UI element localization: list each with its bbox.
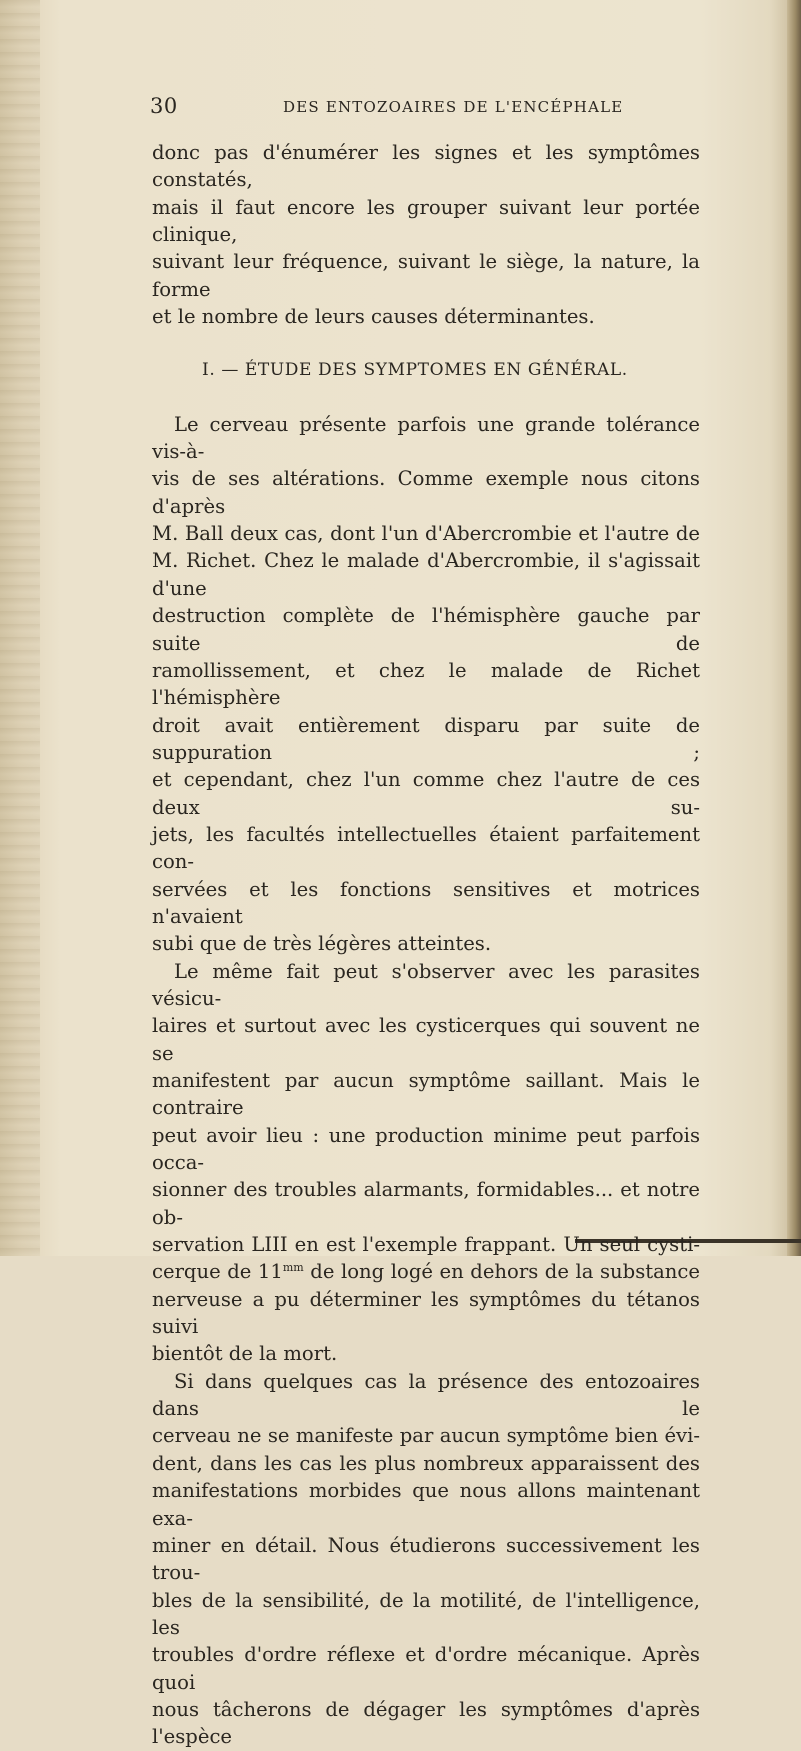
text-line: manifestations morbides que nous allons maintenant exa- xyxy=(152,1479,700,1530)
text-line-measure xyxy=(152,1258,700,1285)
paragraph-2 xyxy=(152,958,700,1368)
text-line: troubles d'ordre réflexe et d'ordre mécanique. Après quoi xyxy=(152,1643,700,1694)
text-line: laires et surtout avec les cysticerques qui souvent ne se xyxy=(152,1014,700,1065)
text-line: peut avoir lieu : une production minime peut parfois occa- xyxy=(152,1123,700,1175)
text-line: M. Richet. Chez le malade d'Abercrombie, il s'agissait d'une xyxy=(152,549,700,600)
page-left-edge xyxy=(0,0,40,1256)
paragraph-intro xyxy=(152,139,700,330)
text-line: nerveuse a pu déterminer les symptômes du tétanos suivi xyxy=(152,1287,700,1339)
measure-unit: mm xyxy=(282,1261,304,1275)
text-line: nous tâcherons de dégager les symptômes d'après l'espèce xyxy=(152,1697,700,1749)
text-line: et le nombre de leurs causes déterminantes. xyxy=(152,305,595,329)
text-line: donc pas d'énumérer les signes et les symptômes constatés, xyxy=(152,141,700,192)
text-line: destruction complète de l'hémisphère gauche par suite de xyxy=(152,604,700,655)
paragraph-1 xyxy=(152,411,700,958)
body-text xyxy=(152,139,700,1751)
text-line: M. Ball deux cas, dont l'un d'Abercrombie et l'autre de xyxy=(152,522,700,546)
text-line: dent, dans les cas les plus nombreux apparaissent des xyxy=(152,1451,700,1475)
page-right-edge xyxy=(787,0,801,1256)
section-title: I. — ÉTUDE DES SYMPTOMES EN GÉNÉRAL. xyxy=(202,360,628,381)
text-line: Le cerveau présente parfois une grande tolérance vis-à- xyxy=(152,412,700,464)
text-line: vis de ses altérations. Comme exemple nous citons d'après xyxy=(152,467,700,518)
text-line: servation LIII en est l'exemple frappant. Un seul cysti- xyxy=(152,1233,700,1257)
text-line: mais il faut encore les grouper suivant leur portée clinique, xyxy=(152,195,700,247)
measure-prefix: cerque de 11 xyxy=(152,1260,283,1284)
text-line: ramollissement, et chez le malade de Richet l'hémisphère xyxy=(152,658,700,710)
text-line: Si dans quelques cas la présence des entozoaires dans le xyxy=(152,1369,700,1421)
paragraph-3 xyxy=(152,1368,700,1751)
text-line: droit avait entièrement disparu par suite de suppuration ; xyxy=(152,713,700,764)
running-head: DES ENTOZOAIRES DE L'ENCÉPHALE xyxy=(283,98,624,116)
text-line: servées et les fonctions sensitives et motrices n'avaient xyxy=(152,877,700,928)
text-line: subi que de très légères atteintes. xyxy=(152,932,492,956)
text-line: miner en détail. Nous étudierons successivement les trou- xyxy=(152,1533,700,1585)
text-line: bientôt de la mort. xyxy=(152,1342,338,1366)
page-header xyxy=(150,94,700,124)
text-line: sionner des troubles alarmants, formidables... et notre ob- xyxy=(152,1178,700,1229)
text-line: cerveau ne se manifeste par aucun symptôme bien évi- xyxy=(152,1424,700,1448)
text-line: manifestent par aucun symptôme saillant. Mais le contraire xyxy=(152,1069,700,1120)
page-number: 30 xyxy=(150,94,178,118)
text-line: et cependant, chez l'un comme chez l'autre de ces deux su- xyxy=(152,768,700,819)
text-line: suivant leur fréquence, suivant le siège, la nature, la forme xyxy=(152,250,700,301)
text-line: jets, les facultés intellectuelles étaient parfaitement con- xyxy=(152,822,700,874)
measure-suffix: de long logé en dehors de la substance xyxy=(303,1260,700,1284)
text-line: bles de la sensibilité, de la motilité, de l'intelligence, les xyxy=(152,1588,700,1639)
text-line: Le même fait peut s'observer avec les parasites vésicu- xyxy=(152,959,700,1010)
